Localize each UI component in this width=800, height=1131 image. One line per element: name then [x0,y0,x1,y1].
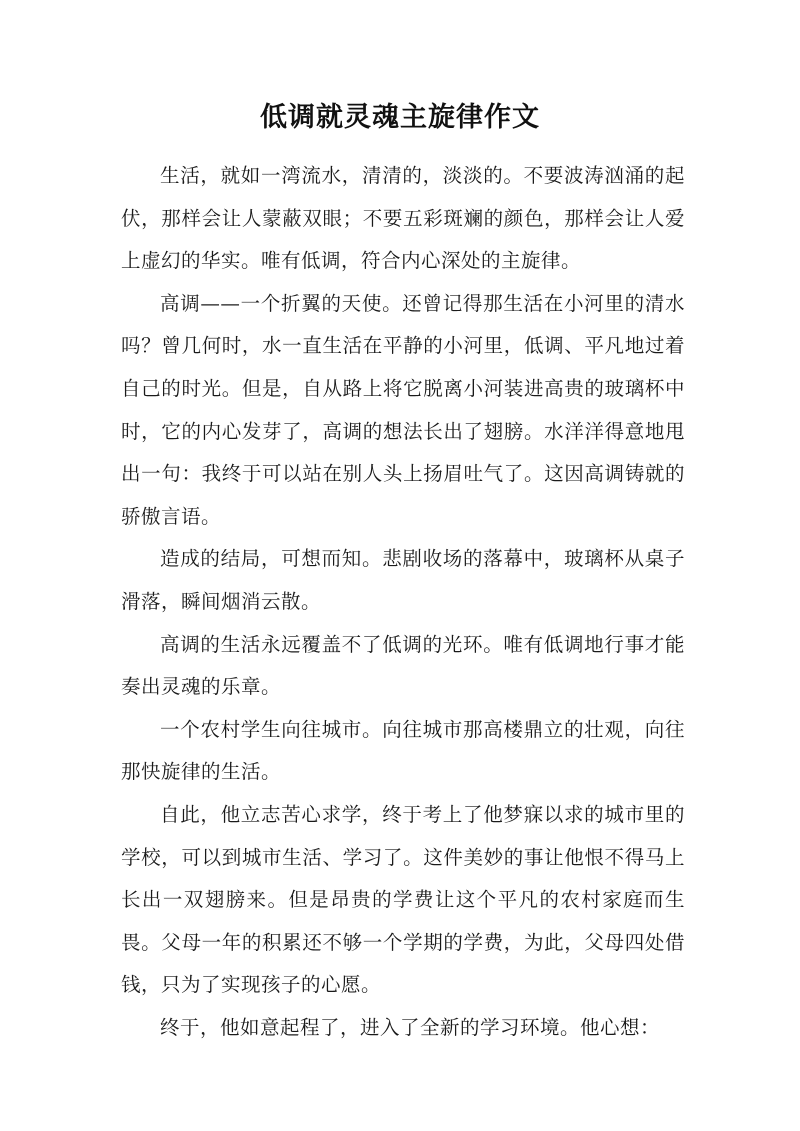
paragraph: 高调——一个折翼的天使。还曾记得那生活在小河里的清水吗？曾几何时，水一直生活在平静的小河里，低调、平凡地过着自己的时光。但是，自从路上将它脱离小河装进高贵的玻璃杯中时，它的内心发芽了，高调的想法长出了翅膀。水洋洋得意地甩出一句：我终于可以站在别人头上扬眉吐气了。这因高调铸就的骄傲言语。 [121,291,685,528]
paragraph: 终于，他如意起程了，进入了全新的学习环境。他心想： [160,1015,661,1039]
paragraph: 生活，就如一湾流水，清清的，淡淡的。不要波涛汹涌的起伏，那样会让人蒙蔽双眼；不要五彩斑斓的颜色，那样会让人爱上虚幻的华实。唯有低调，符合内心深处的主旋律。 [121,164,685,273]
paragraph: 一个农村学生向往城市。向往城市那高楼鼎立的壮观，向往那快旋律的生活。 [121,717,685,784]
paragraph: 自此，他立志苦心求学，终于考上了他梦寐以求的城市里的学校，可以到城市生活、学习了。这件美妙的事让他恨不得马上长出一双翅膀来。但是昂贵的学费让这个平凡的农村家庭而生畏。父母一年的积累还不够一个学期的学费，为此，父母四处借钱，只为了实现孩子的心愿。 [121,802,685,997]
paragraph: 高调的生活永远覆盖不了低调的光环。唯有低调地行事才能奏出灵魂的乐章。 [121,632,685,699]
article-body [121,155,685,1049]
paragraph: 造成的结局，可想而知。悲剧收场的落幕中，玻璃杯从桌子滑落，瞬间烟消云散。 [121,547,685,613]
page-title: 低调就灵魂主旋律作文 [260,102,540,133]
